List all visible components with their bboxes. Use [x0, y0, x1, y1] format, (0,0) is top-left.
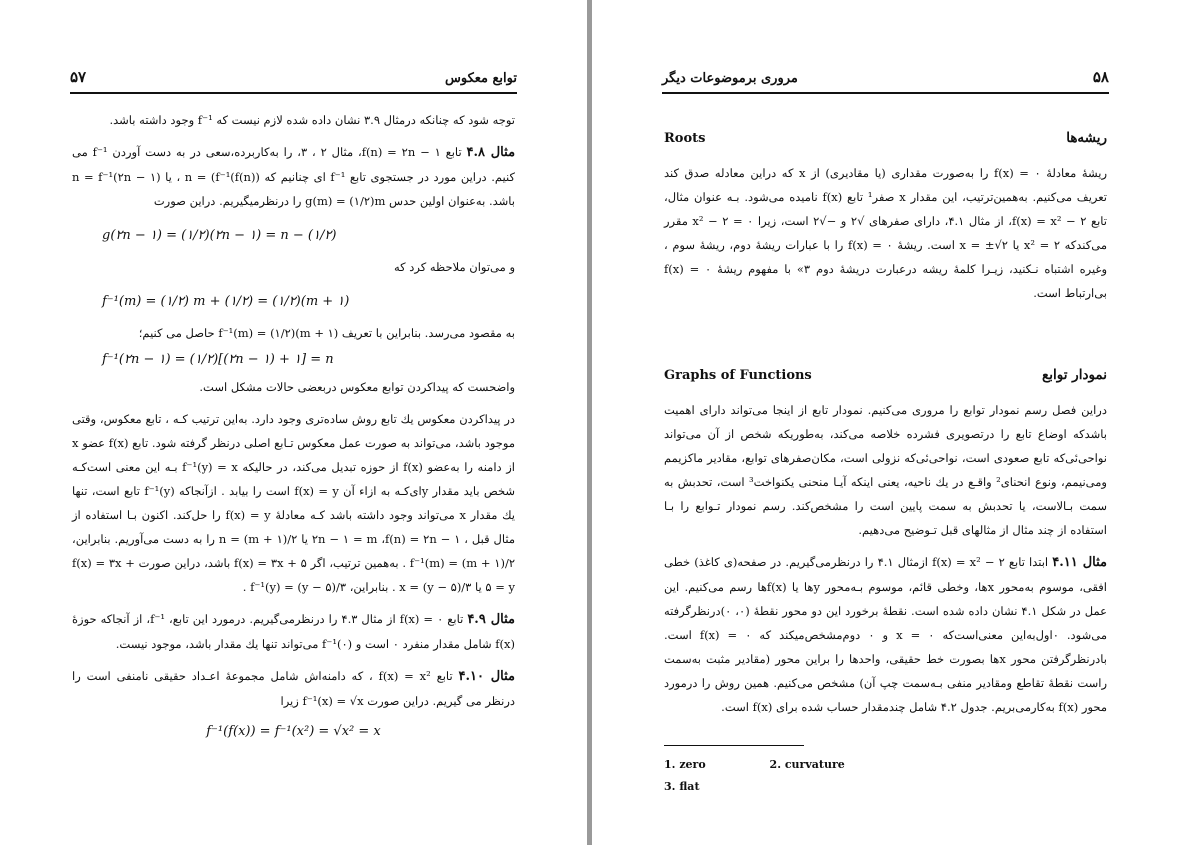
footnote-1: 1. zero	[664, 758, 706, 771]
example-4-10-label: مثال ۴.۱۰	[458, 669, 516, 684]
example-4-11	[664, 550, 1107, 719]
note-observe: و می‌توان ملاحظه کرد که	[393, 260, 515, 274]
example-4-10-text: تابع f(x) = x² ، که دامنه‌اش شامل مجموعهٔ اعـداد حقیقی نامنفی است را درنظر می گیریم. دراین صورت f⁻¹(x) = √x زیرا	[72, 669, 515, 708]
example-4-11-text: ابتدا تابع f(x) = x² − ۲ ازمثال ۴.۱ را درنظرمی‌گیریم. در صفحه‌(ی کاغذ) خطی افقی، موسوم به‌محور xها، وخطی قائم، موسوم بـه‌محور yها یا f(x)ها رسم می‌کنیم. این عمل در شکل ۴.۱ نشان داده شده است. نقطهٔ برخورد این دو محور نقطهٔ (۰، ۰)درنظرگرفته می‌شود. ۰اول‌به‌این معنی‌است‌که x = ۰ و ۰ دوم‌مشخص‌میکند که f(x) = ۰ است. بادرنظرگرفتن محور xها بصورت خط حقیقی، واحدها را براین محور (مقادیر مثبت به‌سمت راست نقطهٔ تقاطع ومقادیر منفی بـه‌سمت چپ آن) مشخص می‌کنیم. همین روش را درمورد محور f(x) به‌کارمی‌بریم. جدول ۴.۲ شامل چندمقدار حساب شده برای f(x) است.	[664, 555, 1108, 714]
graphs-heading-en: Graphs of Functions	[664, 368, 812, 383]
footnotes	[664, 754, 1107, 798]
left-page-content	[72, 108, 515, 751]
example-4-8-text: تابع f(n) = ۲n − ۱، مثال ۲ ، ۳، را به‌کاربرده،سعی در به دست آوردن f⁻¹ می کنیم. دراین مورد در جستجوی تابع f⁻¹ ای چنانیم که n = (f⁻¹(f(n)) ، یا n = f⁻¹(۲n − ۱) باشد. به‌عنوان اولین حدس g(m) = (۱/۲)m را درنظرمیگیریم. دراین صورت	[72, 145, 515, 208]
example-4-10	[72, 664, 515, 713]
intro-paragraph: توجه شود که چنانکه درمثال ۳.۹ نشان داده شده لازم نیست که f⁻¹ وجود داشته باشد.	[109, 113, 515, 127]
right-page-number: ۵۸	[1092, 68, 1109, 86]
left-page-header	[70, 66, 517, 94]
right-page-header	[662, 66, 1109, 94]
footnote-rule	[664, 745, 804, 746]
example-4-9-text: تابع f(x) = ۰ از مثال ۴.۳ را درنظرمی‌گیریم. درمورد این تابع، f⁻¹، از آنجاکه حوزهٔ f(x) شامل مقدار منفرد ۰ است و f⁻¹(۰) می‌تواند تنها يك مقدار باشد، موجود نیست.	[72, 612, 515, 651]
example-4-8	[72, 140, 515, 213]
example-4-11-label: مثال ۴.۱۱	[1052, 555, 1108, 570]
example-4-9-label: مثال ۴.۹	[467, 612, 515, 627]
right-running-title: مروری برموضوعات دیگر	[662, 71, 798, 86]
equation-sqrt: f⁻¹(f(x)) = f⁻¹(x²) = √x² = x	[206, 724, 381, 739]
right-page-content	[664, 122, 1107, 798]
example-4-9	[72, 607, 515, 656]
roots-heading-fa: ریشه‌ها	[1066, 130, 1107, 146]
equation-f-inverse-m: f⁻¹(m) = (۱/۲) m + (۱/۲) = (۱/۲)(m + ۱)	[102, 294, 350, 309]
section-spacer	[664, 313, 1107, 359]
note-achieve: به مقصود می‌رسد. بنابراین با تعریف f⁻¹(m) = (۱/۲)(m + ۱) حاصل می کنیم؛	[138, 326, 515, 340]
roots-heading-en: Roots	[664, 131, 706, 146]
equation-g: g(۲n − ۱) = (۱/۲)(۲n − ۱) = n − (۱/۲)	[102, 228, 337, 243]
footnote-2: 2. curvature	[769, 758, 845, 771]
roots-paragraph: ریشهٔ معادلهٔ f(x) = ۰ را به‌صورت مقداری (یا مقادیری) از x که دراین معادله صدق کند تعریف می‌کنیم. به‌همین‌ترتیب، این مقدار x صفر¹ تابع f(x) نامیده می‌شود. بـه عنوان مثال، تابع f(x) = x² − ۲، از مثال ۴.۱، دارای صفرهای √۲ و −√۲ است، زیرا ۰ = x² − ۲ مقرر می‌کندکه x² = ۲ یا x = ±√۲ است. ریشهٔ f(x) = ۰ را با عبارات ریشهٔ دوم، ریشهٔ سوم ، وغیره اشتباه نـکنید، زیـرا کلمهٔ ریشه درعبارت دریشهٔ دوم ۳» با مفهوم ریشهٔ f(x) = ۰ بی‌ارتباط است.	[664, 166, 1108, 300]
graphs-heading-fa: نمودار توابع	[1042, 367, 1107, 383]
left-running-title: توابع معکوس	[444, 71, 517, 86]
equation-f-inverse-check: f⁻¹(۲n − ۱) = (۱/۲)[(۲n − ۱) + ۱] = n	[102, 352, 334, 367]
left-page-number: ۵۷	[70, 68, 87, 86]
example-4-8-label: مثال ۴.۸	[466, 145, 516, 160]
roots-heading	[664, 126, 1107, 151]
inverse-method-paragraph: در پیداکردن معکوس یك تابع روش ساده‌تری وجود دارد. به‌این ترتیب کـه ، تابع معکوس، وقتی موجود باشد، می‌تواند به صورت عمل معکوس تـابع اصلی درنظر گرفته شود. تابع f(x) عضو x از دامنه را به‌عضو f(x) از حوزه تبدیل می‌کند، در حالیکه f⁻¹(y) = x بـه این معنی است‌کـه شخص باید مقدار y‌ای‌کـه به ازاء آن f(x) = y است را بیابد . ازآنجاکه f⁻¹(y) تابع است، تنها يك مقدار x می‌تواند وجود داشته باشد کـه معادلهٔ f(x) = y را حل‌کند. اکنون بـا استفاده از مثال قبل ، ۲n − ۱ = m ،f(n) = ۲n − ۱ یا n = (m + ۱)/۲ را به دست می‌آوریم. بنابراین، f⁻¹(m) = (m + ۱)/۲ . به‌همین ترتیب، اگر f(x) = ۳x + ۵ باشد، دراین صورت f(x) = ۳x + ۵ = y یا x = (y − ۵)/۳ . بنابراین، f⁻¹(y) = (y − ۵)/۳ .	[72, 412, 516, 594]
left-page	[0, 0, 587, 845]
footnote-3: 3. flat	[664, 780, 700, 793]
right-page	[592, 0, 1179, 845]
graphs-heading	[664, 363, 1107, 388]
graphs-paragraph: دراین فصل رسم نمودار توابع را مروری می‌کنیم. نمودار تابع از اینجا می‌تواند دارای اهمیت باشدکه اوضاع تابع را درتصویری فشرده خلاصه می‌کند، به‌طوریکه شخص از آن می‌تواند نواحی‌ئی‌که تابع صعودی است، نواحی‌ئی‌که نزولی است، مکان‌صفرهای توابع، مقادیر ماکزیمم ومی‌نیمم، ونوع انحنای² واقـع در يك ناحیه، یعنی اینکه آیـا منحنی یکنواخت³ است، تحدبش به سمت بـالاست، یا تحدبش به سمت پایین است را مشخص‌کند. رسم نمودار تـوابع را بـا استفاده از چند مثال از مثالهای قبل تـوضیح می‌دهیم.	[664, 403, 1107, 537]
note-difficult: واضحست که پیداکردن توابع معکوس دربعضی حالات مشکل است.	[199, 380, 515, 394]
